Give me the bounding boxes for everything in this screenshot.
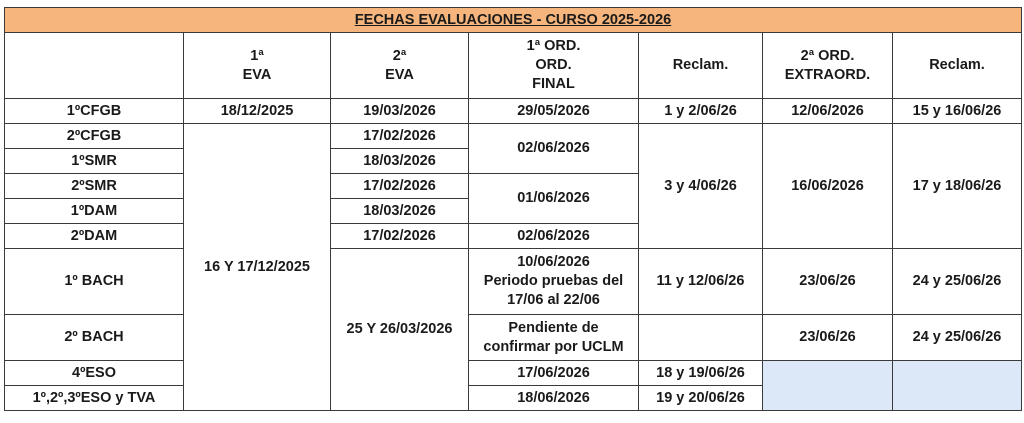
cell-2bach-reclam1 <box>639 315 763 361</box>
header-1-eva-line1: 1ª <box>250 47 264 64</box>
row-label-1dam: 1ºDAM <box>5 199 184 224</box>
header-1-eva-line2: EVA <box>242 66 272 83</box>
header-reclam-2: Reclam. <box>893 33 1022 99</box>
table-title: FECHAS EVALUACIONES - CURSO 2025-2026 <box>5 8 1022 33</box>
row-label-2dam: 2ºDAM <box>5 224 184 249</box>
cell-1bach-ord1-line3: 17/06 al 22/06 <box>507 292 600 308</box>
cell-1bach-ord2: 23/06/26 <box>763 249 893 315</box>
cell-2dam-eva2: 17/02/2026 <box>331 224 469 249</box>
header-1-ord <box>469 33 639 99</box>
row-label-1smr: 1ºSMR <box>5 149 184 174</box>
cell-2smr-eva2: 17/02/2026 <box>331 174 469 199</box>
cell-eso-reclam2-empty <box>893 361 1022 411</box>
cell-1cfgb-eva1: 18/12/2025 <box>184 99 331 124</box>
row-label-4eso: 4ºESO <box>5 361 184 386</box>
cell-4eso-reclam1: 18 y 19/06/26 <box>639 361 763 386</box>
cell-4eso-ord1: 17/06/2026 <box>469 361 639 386</box>
cell-1cfgb-ord2: 12/06/2026 <box>763 99 893 124</box>
cell-123eso-ord1: 18/06/2026 <box>469 386 639 411</box>
header-2-ord <box>763 33 893 99</box>
cell-ord1-2cfgb-1smr: 02/06/2026 <box>469 124 639 174</box>
header-2-ord-line1: 2ª ORD. <box>800 47 855 64</box>
header-2-ord-line2: EXTRAORD. <box>784 66 871 83</box>
cell-eva2-shared: 25 Y 26/03/2026 <box>331 249 469 411</box>
header-1-ord-line2: ORD. <box>535 57 572 73</box>
row-label-1bach: 1º BACH <box>5 249 184 315</box>
cell-1cfgb-ord1: 29/05/2026 <box>469 99 639 124</box>
cell-ord2-block: 16/06/2026 <box>763 124 893 249</box>
cell-1bach-ord1 <box>469 249 639 315</box>
cell-1bach-ord1-line2: Periodo pruebas del <box>483 273 624 289</box>
cell-1smr-eva2: 18/03/2026 <box>331 149 469 174</box>
row-label-2bach: 2º BACH <box>5 315 184 361</box>
cell-2cfgb-eva2: 17/02/2026 <box>331 124 469 149</box>
cell-ord1-2smr-1dam: 01/06/2026 <box>469 174 639 224</box>
cell-1dam-eva2: 18/03/2026 <box>331 199 469 224</box>
cell-2bach-ord1 <box>469 315 639 361</box>
cell-1cfgb-reclam2: 15 y 16/06/26 <box>893 99 1022 124</box>
header-1-ord-line1: 1ª ORD. <box>526 38 581 54</box>
header-2-eva-line2: EVA <box>385 66 414 83</box>
header-1-ord-line3: FINAL <box>532 76 575 92</box>
cell-1bach-reclam1: 11 y 12/06/26 <box>639 249 763 315</box>
row-label-2smr: 2ºSMR <box>5 174 184 199</box>
cell-1bach-reclam2: 24 y 25/06/26 <box>893 249 1022 315</box>
cell-1cfgb-reclam1: 1 y 2/06/26 <box>639 99 763 124</box>
cell-1bach-ord1-line1: 10/06/2026 <box>517 254 590 270</box>
header-reclam-1: Reclam. <box>639 33 763 99</box>
evaluation-dates-table <box>4 7 1022 411</box>
header-2-eva-line1: 2ª <box>392 47 407 64</box>
header-empty-cell <box>5 33 184 99</box>
cell-2dam-ord1: 02/06/2026 <box>469 224 639 249</box>
header-2-eva <box>331 33 469 99</box>
row-label-123eso-tva: 1º,2º,3ºESO y TVA <box>5 386 184 411</box>
row-label-1cfgb: 1ºCFGB <box>5 99 184 124</box>
cell-2bach-ord1-line2: confirmar por UCLM <box>483 338 624 355</box>
cell-2bach-ord2: 23/06/26 <box>763 315 893 361</box>
cell-reclam1-block: 3 y 4/06/26 <box>639 124 763 249</box>
cell-2bach-reclam2: 24 y 25/06/26 <box>893 315 1022 361</box>
header-1-eva <box>184 33 331 99</box>
cell-eva1-shared: 16 Y 17/12/2025 <box>184 124 331 411</box>
cell-reclam2-block: 17 y 18/06/26 <box>893 124 1022 249</box>
cell-123eso-reclam1: 19 y 20/06/26 <box>639 386 763 411</box>
cell-eso-ord2-empty <box>763 361 893 411</box>
cell-2bach-ord1-line1: Pendiente de <box>508 319 599 336</box>
cell-1cfgb-eva2: 19/03/2026 <box>331 99 469 124</box>
row-label-2cfgb: 2ºCFGB <box>5 124 184 149</box>
